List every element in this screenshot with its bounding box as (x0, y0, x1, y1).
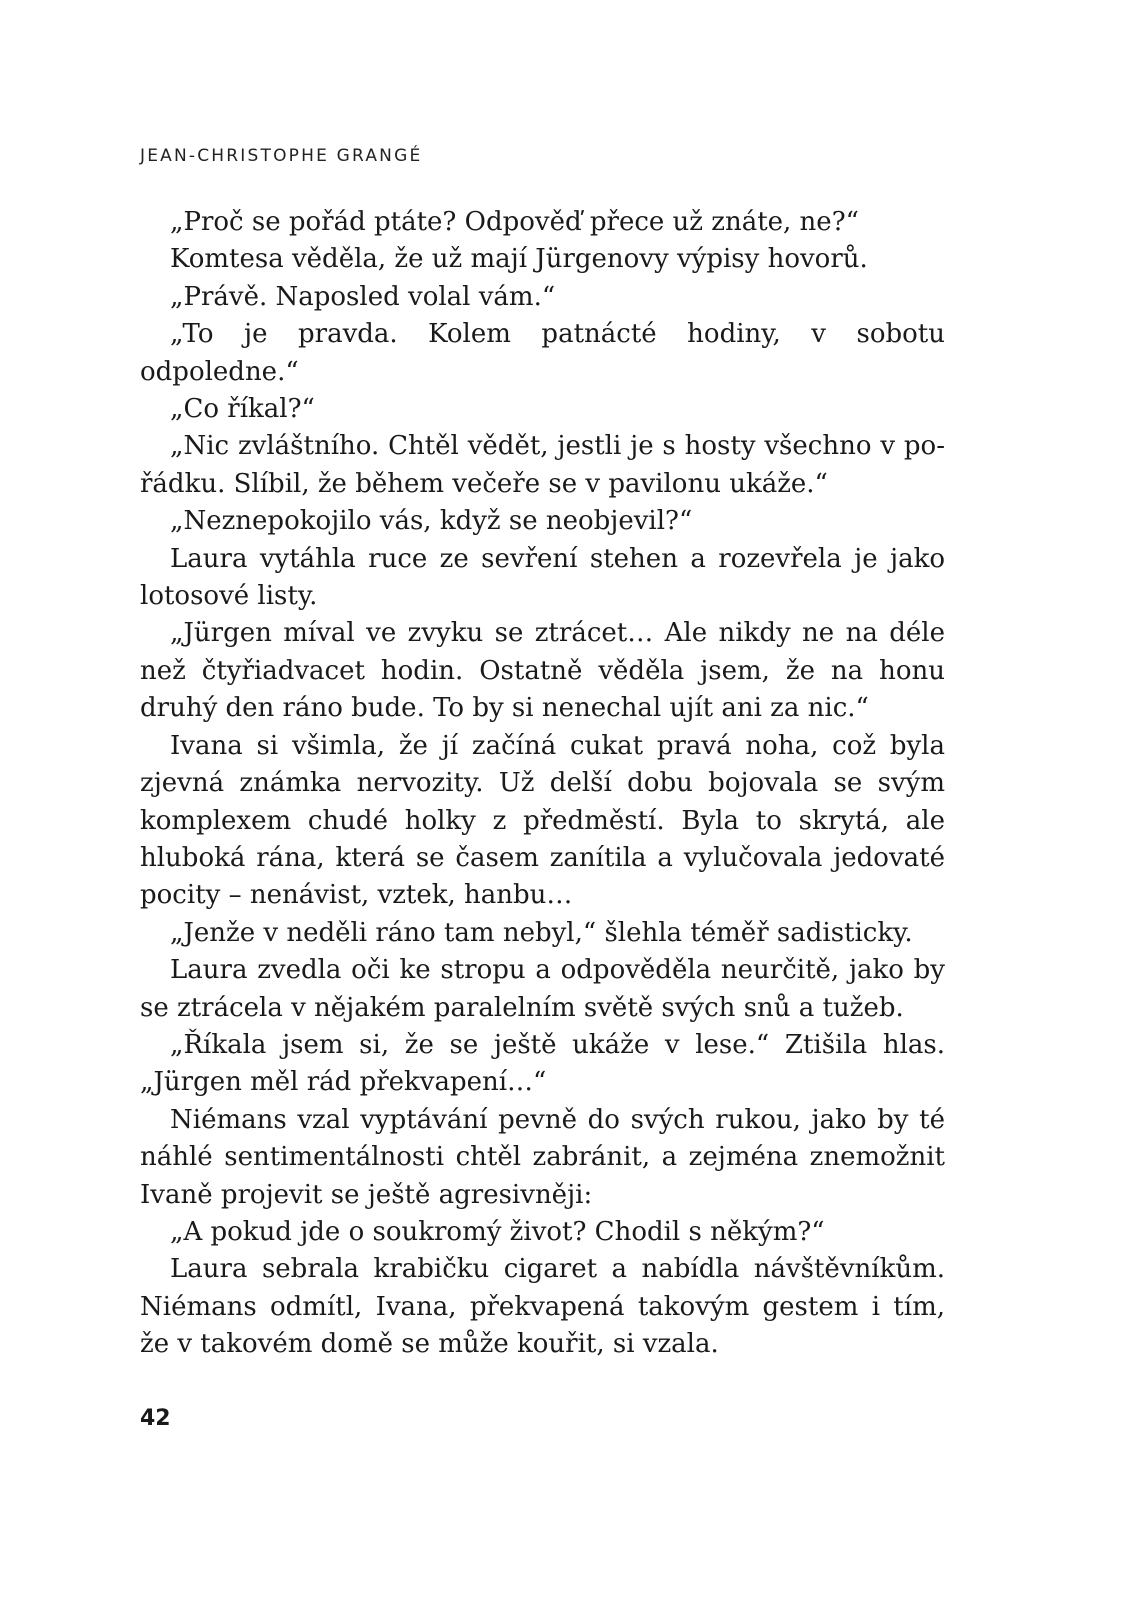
page-number: 42 (140, 1406, 171, 1431)
paragraph: Niémans vzal vyptávání pevně do svých rukou, jako by té náhlé sentimentálnosti chtěl zabránit, a zejména znemožnit Ivaně projevit se ještě agresivněji: (140, 1104, 945, 1210)
paragraph: Ivana si všimla, že jí začíná cukat pravá noha, což byla zjevná známka nervozity. Už delší dobu bojovala se svým komplexem chudé holky z předměstí. Byla to skrytá, ale hluboká rána, která se časem zanítila a vylučovala jedovaté pocity – nenávist, vztek, hanbu… (140, 730, 945, 911)
paragraph: „Právě. Naposled volal vám.“ (170, 281, 556, 312)
paragraph: „Jürgen míval ve zvyku se ztrácet… Ale nikdy ne na déle než čtyřiadvacet hodin. Ostatně věděla jsem, že na honu druhý den ráno bude. To by si nenechal ujít ani za nic.“ (140, 618, 945, 724)
paragraph: Laura zvedla oči ke stropu a odpověděla neurčitě, jako by se ztrácela v nějakém paralelním světě svých snů a tužeb. (140, 955, 945, 1023)
paragraph: „Neznepokojilo vás, když se neobjevil?“ (170, 506, 693, 537)
running-header-author: JEAN-CHRISTOPHE GRANGÉ (140, 146, 423, 166)
paragraph: „Nic zvláštního. Chtěl vědět, jestli je s hosty všechno v pořádku. Slíbil, že během večeře se v pavilonu ukáže.“ (140, 431, 945, 499)
paragraph: „A pokud jde o soukromý život? Chodil s někým?“ (170, 1216, 825, 1247)
paragraph: Komtesa věděla, že už mají Jürgenovy výpisy hovorů. (170, 244, 868, 275)
paragraph: „Co říkal?“ (170, 394, 315, 425)
paragraph: „Říkala jsem si, že se ještě ukáže v lese.“ Ztišila hlas. „Jürgen měl rád překvapení…“ (140, 1029, 945, 1098)
paragraph: Laura sebrala krabičku cigaret a nabídla návštěvníkům. Niémans odmítl, Ivana, překvapená takovým gestem i tím, že v takovém domě se může kouřit, si vzala. (140, 1254, 945, 1360)
paragraph: „Jenže v neděli ráno tam nebyl,“ šlehla téměř sadisticky. (170, 917, 913, 948)
body-text (140, 204, 945, 1364)
paragraph: Laura vytáhla ruce ze sevření stehen a rozevřela je jako lotosové listy. (140, 543, 945, 612)
paragraph: „Proč se pořád ptáte? Odpověď přece už znáte, ne?“ (170, 207, 859, 237)
paragraph: „To je pravda. Kolem patnácté hodiny, v sobotu odpoledne.“ (140, 319, 945, 387)
